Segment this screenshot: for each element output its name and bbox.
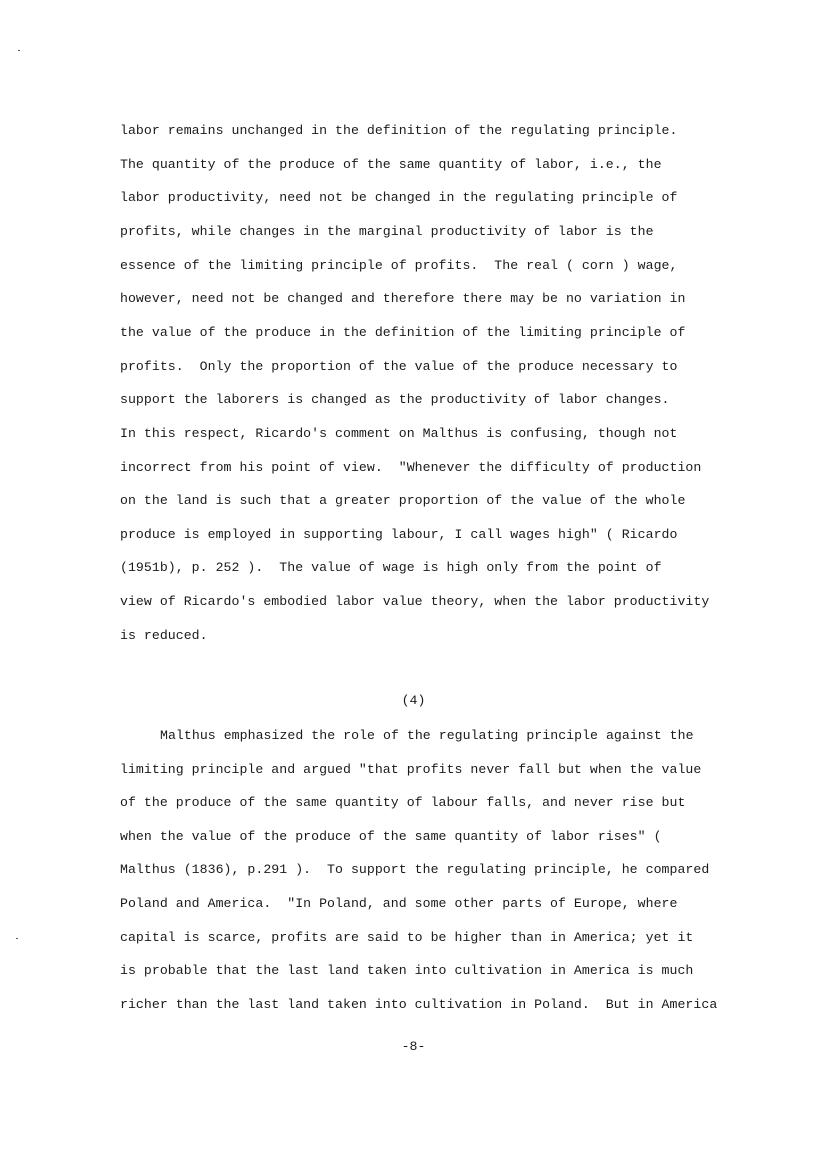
paragraph-line: view of Ricardo's embodied labor value theory, when the labor productivity [120,594,710,609]
scan-speck [18,50,20,51]
paragraph-line: The quantity of the produce of the same quantity of labor, i.e., the [120,157,662,172]
paragraph-line: limiting principle and argued "that profits never fall but when the value [120,762,702,777]
paragraph-line: labor remains unchanged in the definition of the regulating principle. [120,123,678,138]
paragraph-line: Malthus (1836), p.291 ). To support the regulating principle, he compared [120,862,710,877]
paragraph-line: richer than the last land taken into cultivation in Poland. But in America [120,997,718,1012]
paragraph-line: Malthus emphasized the role of the regulating principle against the [160,728,694,743]
paragraph-line: essence of the limiting principle of profits. The real ( corn ) wage, [120,258,678,273]
section-number: (4) [401,693,426,708]
paragraph-line: Poland and America. "In Poland, and some other parts of Europe, where [120,896,678,911]
paragraph-line: however, need not be changed and therefore there may be no variation in [120,291,686,306]
paragraph-line: capital is scarce, profits are said to be higher than in America; yet it [120,930,694,945]
paragraph-line: In this respect, Ricardo's comment on Malthus is confusing, though not [120,426,678,441]
scan-speck [16,938,18,939]
paragraph-line: produce is employed in supporting labour, I call wages high" ( Ricardo [120,527,678,542]
paragraph-line: is reduced. [120,628,208,643]
paragraph-line: labor productivity, need not be changed in the regulating principle of [120,190,678,205]
paragraph-line: support the laborers is changed as the productivity of labor changes. [120,392,670,407]
paragraph-line: is probable that the last land taken into cultivation in America is much [120,963,694,978]
paragraph-line: incorrect from his point of view. "Whenever the difficulty of production [120,460,702,475]
paragraph-line: profits, while changes in the marginal productivity of labor is the [120,224,654,239]
paragraph-line: when the value of the produce of the same quantity of labor rises" ( [120,829,662,844]
paragraph-line: the value of the produce in the definition of the limiting principle of [120,325,686,340]
paragraph-line: of the produce of the same quantity of labour falls, and never rise but [120,795,686,810]
page-number: -8- [401,1039,426,1054]
paragraph-line: on the land is such that a greater proportion of the value of the whole [120,493,686,508]
paragraph-line: (1951b), p. 252 ). The value of wage is high only from the point of [120,560,662,575]
paragraph-line: profits. Only the proportion of the value of the produce necessary to [120,359,678,374]
